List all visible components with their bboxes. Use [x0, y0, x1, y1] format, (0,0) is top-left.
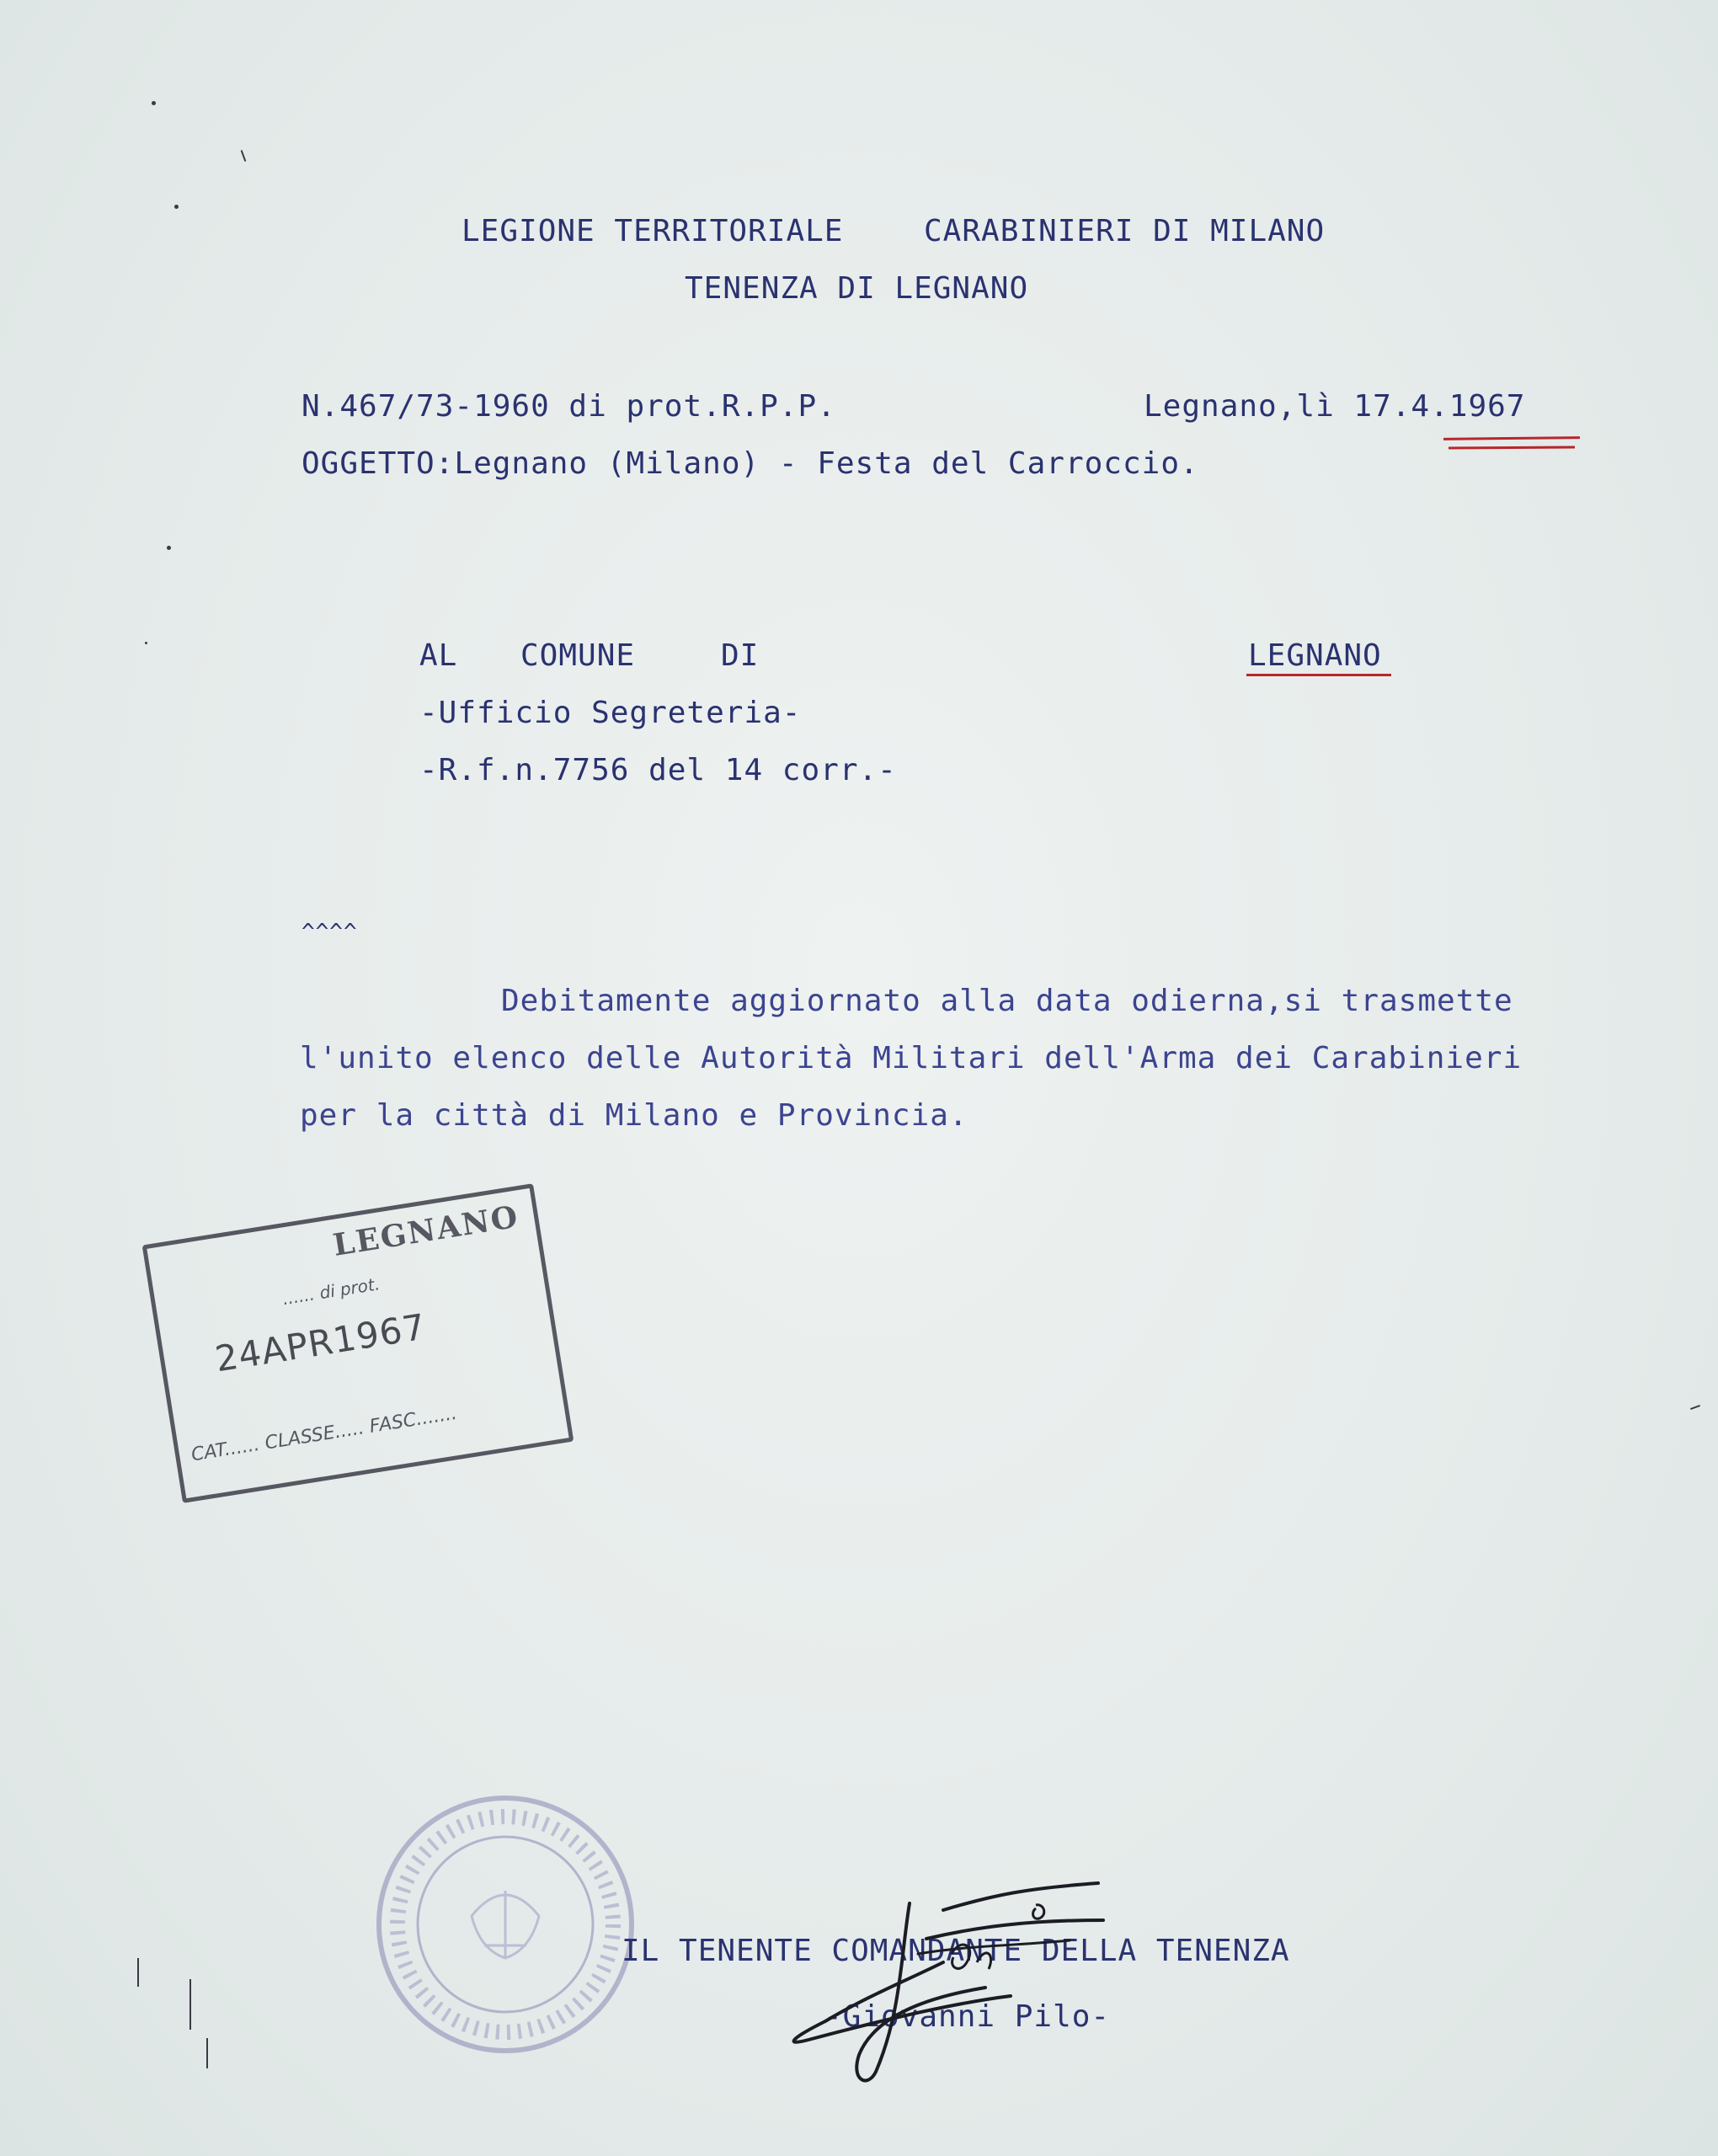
signature-title: IL TENENTE COMANDANTE DELLA TENENZA — [622, 1934, 1290, 1968]
stamp-town: LEGNANO — [330, 1198, 522, 1263]
stamp-classification: CAT...... CLASSE..... FASC....... — [189, 1402, 459, 1466]
stamp-date: 24APR1967 — [212, 1305, 430, 1380]
addressee-city: LEGNANO — [1248, 638, 1382, 673]
stamp-protocol: ...... di prot. — [280, 1273, 381, 1310]
header-carabinieri: CARABINIERI DI MILANO — [924, 214, 1326, 248]
addressee-office: -Ufficio Segreteria- — [419, 696, 802, 730]
speck — [174, 205, 179, 209]
body-line-1: Debitamente aggiornato alla data odierna,si trasmette — [501, 984, 1513, 1018]
place-date: Legnano,lì 17.4.1967 — [1144, 389, 1526, 424]
signature-name: -Giovanni Pilo- — [824, 1999, 1111, 2034]
handwritten-signature — [775, 1828, 1112, 2097]
speck — [241, 150, 247, 162]
body-line-3: per la città di Milano e Provincia. — [300, 1098, 968, 1133]
protocol-number: N.467/73-1960 di prot.R.P.P. — [301, 389, 836, 424]
date-underline — [1443, 436, 1580, 440]
speck — [206, 2038, 208, 2068]
body-line-2: l'unito elenco delle Autorità Militari dell'Arma dei Carabinieri — [300, 1041, 1523, 1075]
separator-carets: ^^^^ — [301, 920, 358, 945]
addressee-comune: COMUNE — [520, 638, 636, 673]
round-seal — [371, 1790, 640, 2059]
header-tenenza: TENENZA DI LEGNANO — [685, 271, 1029, 306]
header-legion: LEGIONE TERRITORIALE — [462, 214, 844, 248]
addressee-al: AL — [419, 638, 458, 673]
speck — [189, 1979, 191, 2030]
date-underline — [1449, 446, 1575, 449]
speck — [145, 642, 147, 644]
subject-line: OGGETTO:Legnano (Milano) - Festa del Carroccio. — [301, 446, 1199, 481]
addressee-reference: -R.f.n.7756 del 14 corr.- — [419, 753, 897, 787]
speck — [152, 101, 156, 105]
speck — [1690, 1405, 1700, 1410]
city-underline — [1246, 674, 1391, 676]
received-stamp — [142, 1183, 574, 1503]
speck — [167, 546, 171, 550]
speck — [137, 1958, 139, 1987]
addressee-di: DI — [721, 638, 760, 673]
